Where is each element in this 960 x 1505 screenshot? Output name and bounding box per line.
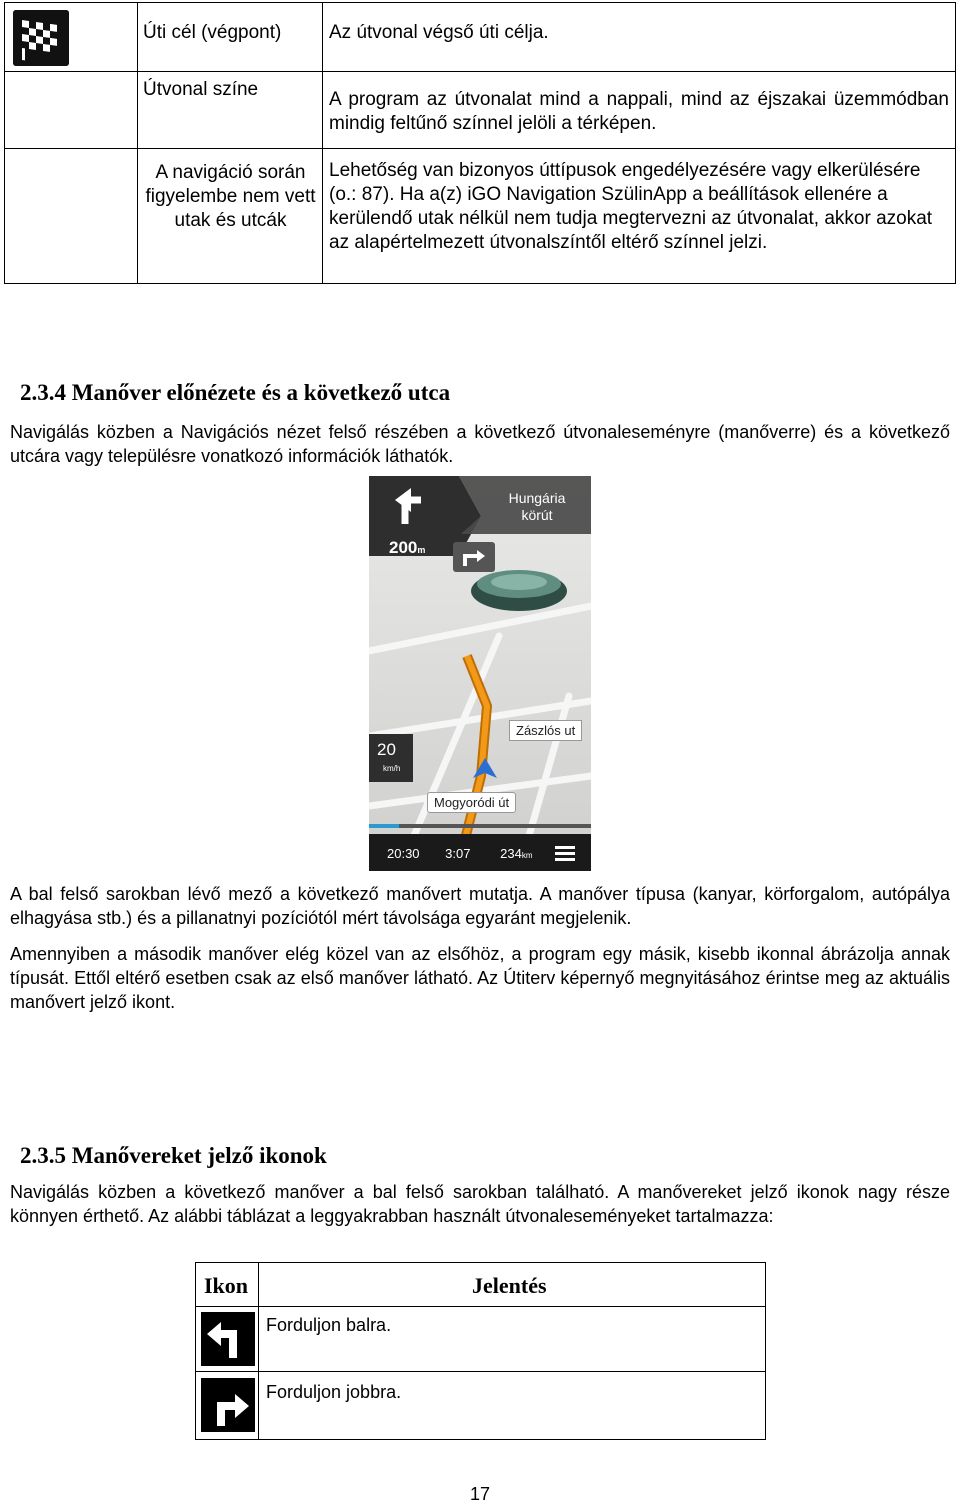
remaining-time: 3:07 bbox=[445, 846, 471, 861]
table-divider bbox=[322, 3, 323, 283]
row-description: Az útvonal végső úti célja. bbox=[329, 22, 549, 43]
row-label: Úti cél (végpont) bbox=[143, 22, 282, 43]
table-divider bbox=[137, 3, 138, 283]
bottom-info-bar[interactable]: 20:30 3:07 234km bbox=[387, 846, 533, 861]
header-meaning: Jelentés bbox=[472, 1273, 547, 1298]
speed-unit: km/h bbox=[383, 764, 401, 773]
side-street-label: Zászlós ut bbox=[509, 720, 582, 741]
route-elements-table bbox=[4, 2, 956, 284]
table-divider bbox=[258, 1263, 259, 1439]
navigation-screenshot bbox=[369, 476, 591, 871]
row-description: A program az útvonalat mind a nappali, mind az éjszakai üzemmódban mindig feltűnő színnel jelöli a térképen. bbox=[329, 89, 949, 134]
paragraph: Amennyiben a második manőver elég közel van az elsőhöz, a program egy másik, kisebb ikonnal ábrázolja annak típusát. Ettől eltérő esetben csak az első manőver látható. Az Útiterv képernyő megnyitásához érintse meg az aktuális manővert jelző ikont. bbox=[10, 944, 950, 1012]
remaining-distance: 234 bbox=[500, 846, 522, 861]
maneuver-icons-table bbox=[195, 1262, 766, 1440]
row-meaning: Forduljon balra. bbox=[266, 1315, 392, 1335]
row-meaning: Forduljon jobbra. bbox=[266, 1382, 402, 1402]
next-street-label: Hungária körút bbox=[508, 490, 566, 523]
row-label: Útvonal színe bbox=[143, 79, 259, 100]
section-heading: 2.3.4 Manőver előnézete és a következő utca bbox=[20, 380, 451, 405]
distance-readout: 200m bbox=[389, 538, 426, 557]
paragraph: A bal felső sarokban lévő mező a következő manővert mutatja. A manőver típusa (kanyar, körforgalom, autópálya elhagyása stb.) és a pillanatnyi pozíciótól mért távolsága egyaránt megjelenik. bbox=[10, 884, 950, 928]
section-intro: Navigálás közben a következő manőver a bal felső sarokban található. A manővereket jelző ikonok nagy része könnyen érthető. Az alábbi táblázat a leggyakrabban használt útvonaleseményeket tartalmazza: bbox=[10, 1182, 950, 1226]
page-number: 17 bbox=[469, 1484, 491, 1504]
table-divider bbox=[5, 71, 955, 72]
section-intro: Navigálás közben a Navigációs nézet felső részében a következő útvonaleseményre (manőverre) és a következő utcára vagy településre vonatkozó információk láthatók. bbox=[10, 422, 950, 466]
checkered-flag-icon bbox=[13, 10, 69, 66]
section-heading: 2.3.5 Manővereket jelző ikonok bbox=[20, 1143, 327, 1168]
row-description: Lehetőség van bizonyos úttípusok engedélyezésére vagy elkerülésére (o.: 87). Ha a(z) iGO Navigation SzülinApp a beállítások ellenére a kerülendő utak nélkül nem tudja megtervezni az útvonalat, akkor azokat az alapértelmezett útvonalszíntől eltérő színnel jelzi. bbox=[329, 160, 933, 253]
arrival-time: 20:30 bbox=[387, 846, 420, 861]
table-divider bbox=[196, 1371, 765, 1372]
speed-value: 20 bbox=[377, 740, 396, 759]
turn-right-icon bbox=[201, 1378, 255, 1432]
row-label: A navigáció során figyelembe nem vett utak és utcák bbox=[145, 162, 316, 231]
table-divider bbox=[196, 1306, 765, 1307]
turn-left-icon bbox=[201, 1312, 255, 1366]
header-icon: Ikon bbox=[204, 1273, 249, 1298]
current-street-label: Mogyoródi út bbox=[427, 792, 516, 813]
table-divider bbox=[5, 148, 955, 149]
